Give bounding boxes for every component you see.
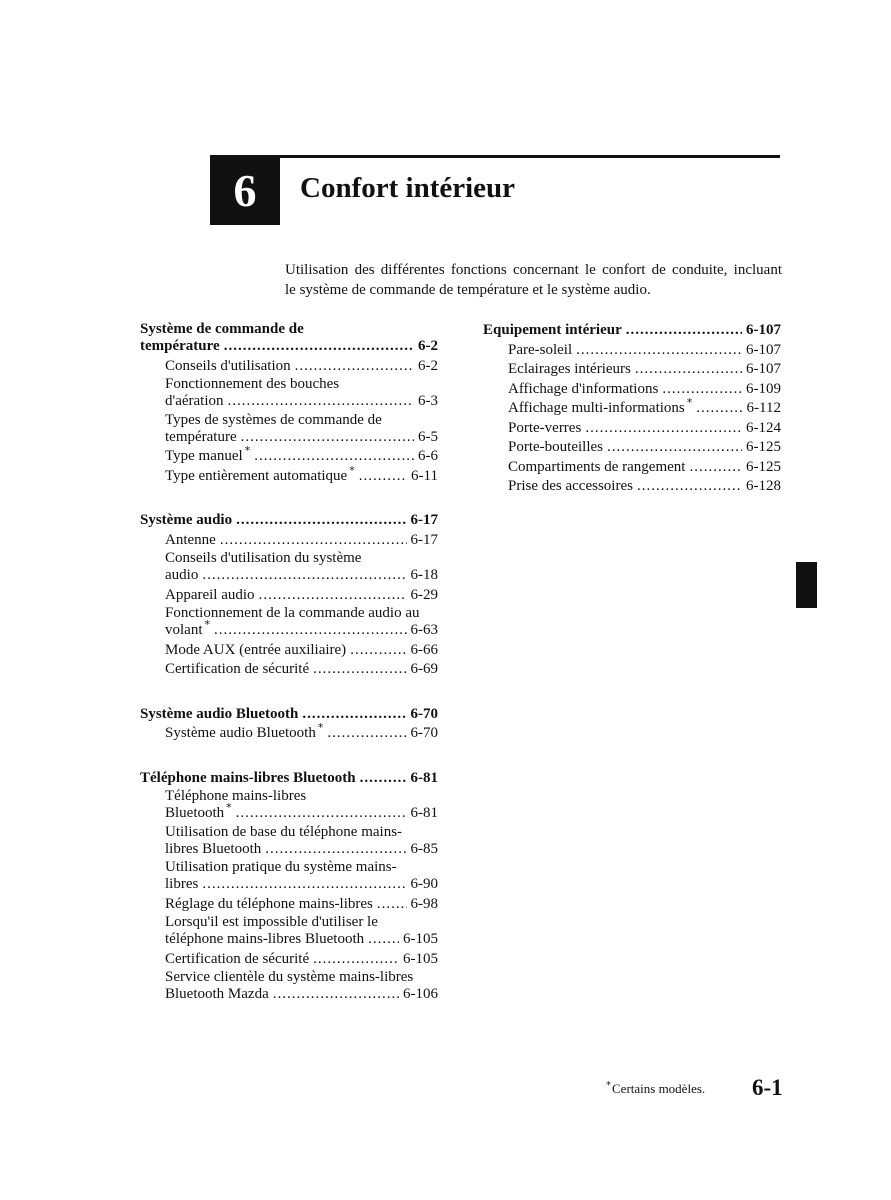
toc-entry-title: Système audio Bluetooth [165, 725, 316, 741]
toc-entry-title: Service clientèle du système mains-libres [165, 969, 414, 985]
toc-page-number: 6-69 [410, 661, 438, 677]
toc-entry-title: Téléphone mains-libres [165, 788, 307, 804]
dot-leader [265, 840, 406, 860]
toc-entry [140, 566, 438, 586]
toc-entry-title: Utilisation de base du téléphone mains- [165, 823, 403, 840]
toc-entry-title: Compartiments de rangement [508, 458, 686, 475]
intro-line: Utilisation des différentes fonctions concernant le confort de conduite, incluant [285, 262, 782, 278]
dot-leader [350, 641, 406, 661]
toc-entry [140, 641, 438, 661]
page-number: 6-1 [752, 1075, 783, 1100]
chapter-rule [280, 155, 780, 158]
toc-page-number: 6-128 [746, 478, 781, 494]
toc-entry [140, 985, 438, 1005]
toc-page-number: 6-107 [746, 341, 781, 358]
asterisk-icon: * [226, 801, 232, 814]
toc-entry-title: Appareil audio [165, 586, 255, 603]
dot-leader [377, 895, 407, 915]
toc-entry [140, 660, 438, 680]
toc-heading [140, 337, 438, 357]
toc-entry [140, 428, 438, 448]
toc-page-number: 6-66 [410, 641, 438, 658]
toc-page-number: 6-124 [746, 419, 781, 436]
toc-page-number: 6-105 [403, 950, 438, 967]
toc-entry [140, 824, 438, 840]
toc-entry [140, 788, 438, 804]
dot-leader [220, 531, 407, 551]
toc-entry [140, 392, 438, 412]
toc-heading [140, 321, 438, 337]
toc-entry [140, 721, 438, 744]
toc-entry [140, 605, 438, 621]
toc-entry [483, 438, 781, 458]
chapter-intro [285, 261, 782, 300]
dot-leader [368, 930, 399, 950]
dot-leader [662, 380, 742, 400]
toc-page-number: 6-81 [410, 769, 438, 786]
footnote-text: Certains modèles. [612, 1081, 706, 1096]
toc-entry [140, 444, 438, 467]
toc-right-column [483, 321, 781, 522]
toc-entry [483, 458, 781, 478]
toc-page-number: 6-5 [418, 428, 438, 445]
toc-entry-title: Affichage multi-informations [508, 400, 685, 416]
dot-leader [236, 511, 406, 531]
dot-leader [626, 321, 742, 341]
toc-entry-title: Système de commande de [140, 321, 304, 337]
toc-page-number: 6-105 [403, 931, 438, 947]
toc-entry [140, 463, 438, 487]
toc-entry-title: Fonctionnement des bouches [165, 376, 340, 392]
toc-page-number: 6-125 [746, 458, 781, 475]
dot-leader [327, 724, 406, 744]
toc-entry [140, 950, 438, 970]
toc-entry-title: Type manuel [165, 448, 243, 464]
asterisk-icon: * [606, 1080, 611, 1091]
toc-entry-title: Utilisation pratique du système mains- [165, 859, 397, 875]
asterisk-icon: * [686, 396, 693, 409]
toc-entry [140, 801, 438, 824]
toc-entry-title: Conseils d'utilisation [165, 357, 291, 374]
asterisk-icon: * [317, 721, 324, 734]
toc-entry-title: Type entièrement automatique [165, 467, 348, 484]
toc-entry-title: Prise des accessoires [508, 478, 633, 494]
toc-entry-title: Certification de sécurité [165, 661, 310, 677]
toc-entry-title: Conseils d'utilisation du système [165, 550, 362, 566]
asterisk-icon: * [349, 463, 355, 477]
toc-entry [140, 875, 438, 895]
dot-leader [313, 660, 406, 680]
toc-entry-title: volant [165, 622, 203, 638]
toc-entry [140, 618, 438, 641]
toc-heading [140, 705, 438, 725]
dot-leader [637, 477, 742, 497]
toc-entry-title: Lorsqu'il est impossible d'utiliser le [165, 914, 378, 930]
toc-entry-title: Equipement intérieur [483, 322, 622, 338]
toc-entry [483, 396, 781, 419]
toc-page-number: 6-112 [746, 400, 781, 416]
toc-entry [140, 969, 438, 985]
toc-entry [140, 930, 438, 950]
toc-heading [140, 769, 438, 789]
toc-heading [140, 511, 438, 531]
toc-section [140, 511, 438, 680]
toc-page-number: 6-18 [410, 567, 438, 583]
chapter-number-box [210, 155, 280, 225]
toc-entry-title: température [165, 428, 237, 445]
dot-leader [202, 875, 406, 895]
asterisk-icon: * [244, 444, 251, 457]
toc-entry-title: Réglage du téléphone mains-libres [165, 895, 373, 912]
toc-page-number: 6-109 [746, 380, 781, 397]
toc-entry-title: Affichage d'informations [508, 380, 659, 397]
toc-page-number: 6-106 [403, 986, 438, 1002]
toc-entry-title: Porte-verres [508, 419, 582, 436]
toc-section [140, 769, 438, 1005]
chapter-tab-marker [796, 562, 817, 608]
toc-entry-title: Téléphone mains-libres Bluetooth [140, 769, 356, 786]
toc-entry [483, 360, 781, 380]
toc-section [483, 321, 781, 497]
toc-page-number: 6-29 [410, 586, 438, 603]
chapter-title: Confort intérieur [300, 172, 516, 204]
toc-entry [140, 895, 438, 915]
dot-leader [295, 357, 414, 377]
toc-entry [140, 586, 438, 606]
toc-entry [483, 419, 781, 439]
toc-page-number: 6-2 [418, 338, 438, 354]
toc-page-number: 6-63 [410, 622, 438, 638]
toc-entry-title: Eclairages intérieurs [508, 361, 631, 377]
dot-leader [689, 458, 742, 478]
dot-leader [236, 804, 407, 824]
toc-entry-title: libres [165, 876, 199, 892]
toc-entry [140, 840, 438, 860]
toc-page-number: 6-70 [410, 705, 438, 722]
dot-leader [228, 392, 414, 412]
dot-leader [224, 337, 414, 357]
dot-leader [585, 419, 742, 439]
toc-entry [140, 859, 438, 875]
toc-entry [140, 914, 438, 930]
intro-line: le système de commande de température et le système audio. [285, 281, 651, 298]
toc-section [140, 321, 438, 486]
toc-entry [483, 341, 781, 361]
dot-leader [254, 447, 414, 467]
toc-entry [140, 376, 438, 392]
toc-entry-title: Système audio [140, 512, 233, 528]
toc-entry [140, 412, 438, 428]
toc-entry-title: Porte-bouteilles [508, 439, 603, 455]
toc-entry-title: audio [165, 567, 199, 583]
toc-page-number: 6-17 [410, 512, 438, 528]
dot-leader [696, 399, 742, 419]
dot-leader [359, 467, 407, 487]
toc-entry-title: Pare-soleil [508, 341, 573, 358]
asterisk-icon: * [204, 618, 210, 631]
toc-entry-title: libres Bluetooth [165, 840, 262, 857]
toc-page-number: 6-107 [746, 322, 781, 338]
toc-entry-title: d'aération [165, 393, 224, 409]
footnote [606, 1081, 705, 1097]
toc-entry [483, 477, 781, 497]
dot-leader [202, 566, 406, 586]
dot-leader [313, 950, 399, 970]
toc-heading [483, 321, 781, 341]
toc-entry-title: Fonctionnement de la commande audio au [165, 605, 420, 621]
toc-page-number: 6-2 [418, 357, 438, 374]
toc-entry-title: Système audio Bluetooth [140, 705, 299, 722]
toc-page-number: 6-6 [418, 448, 438, 464]
toc-page-number: 6-125 [746, 439, 781, 455]
toc-entry-title: température [140, 338, 220, 354]
toc-page-number: 6-85 [410, 840, 438, 857]
chapter-number: 6 [233, 164, 257, 216]
toc-page-number: 6-70 [410, 725, 438, 741]
toc-entry-title: Bluetooth [165, 805, 225, 821]
toc-page-number: 6-98 [410, 895, 438, 912]
toc-page-number: 6-107 [746, 361, 781, 377]
toc-entry [140, 550, 438, 566]
dot-leader [576, 341, 742, 361]
toc-entry-title: Certification de sécurité [165, 950, 310, 967]
dot-leader [259, 586, 407, 606]
toc-entry [140, 531, 438, 551]
toc-entry-title: Mode AUX (entrée auxiliaire) [165, 641, 347, 658]
toc-page-number: 6-11 [411, 467, 438, 484]
toc-left-column [140, 321, 438, 1030]
dot-leader [214, 621, 407, 641]
toc-page-number: 6-90 [410, 876, 438, 892]
toc-entry [483, 380, 781, 400]
dot-leader [273, 985, 399, 1005]
toc-page-number: 6-3 [418, 393, 438, 409]
toc-section [140, 705, 438, 744]
dot-leader [635, 360, 742, 380]
dot-leader [360, 769, 407, 789]
toc-entry [140, 357, 438, 377]
toc-page-number: 6-17 [410, 531, 438, 548]
toc-entry-title: Antenne [165, 531, 216, 548]
dot-leader [241, 428, 414, 448]
toc-entry-title: Types de systèmes de commande de [165, 411, 382, 428]
toc-page-number: 6-81 [410, 805, 438, 821]
toc-entry-title: Bluetooth Mazda [165, 986, 269, 1002]
dot-leader [607, 438, 742, 458]
toc-entry-title: téléphone mains-libres Bluetooth [165, 931, 365, 947]
